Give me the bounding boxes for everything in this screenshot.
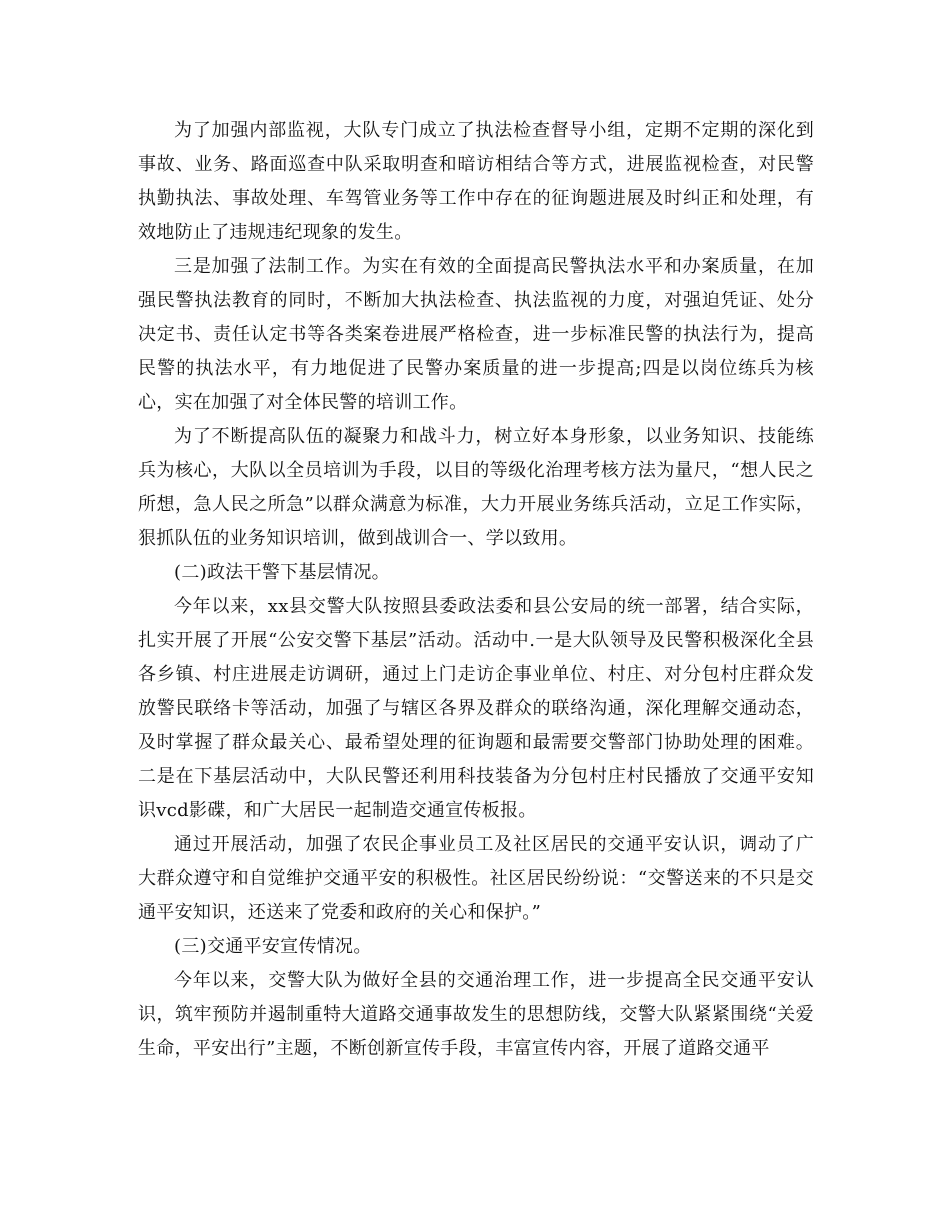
paragraph-training: 为了不断提高队伍的凝聚力和战斗力，树立好本身形象，以业务知识、技能练兵为核心，大队以全员培训为手段，以目的等级化治理考核方法为量尺，“想人民之所想，急人民之所急”以群众满意为标准，大力开展业务练兵活动，立足工作实际，狠抓队伍的业务知识培训，做到战训合一、学以致用。 [138,426,814,549]
document-body [138,114,814,1066]
paragraph-activity-results: 通过开展活动，加强了农民企事业员工及社区居民的交通平安认识，调动了广大群众遵守和自觉维护交通平安的积极性。社区居民纷纷说：“交警送来的不只是交通平安知识，还送来了党委和政府的关心和保护。” [138,834,814,923]
paragraph-grassroots-activity: 今年以来，xx县交警大队按照县委政法委和县公安局的统一部署，结合实际，扎实开展了开展“公安交警下基层”活动。活动中.一是大队领导及民警积极深化全县各乡镇、村庄进展走访调研，通过上门走访企事业单位、村庄、对分包村庄群众发放警民联络卡等活动，加强了与辖区各界及群众的联络沟通，深化理解交通动态，及时掌握了群众最关心、最希望处理的征询题和最需要交警部门协助处理的困难。二是在下基层活动中，大队民警还利用科技装备为分包村庄村民播放了交通平安知识vcd影碟，和广大居民一起制造交通宣传板报。 [138,596,814,821]
section-heading-grassroots: (二)政法干警下基层情况。 [174,562,390,583]
paragraph-legal-work: 三是加强了法制工作。为实在有效的全面提高民警执法水平和办案质量，在加强民警执法教育的同时，不断加大执法检查、执法监视的力度，对强迫凭证、处分决定书、责任认定书等各类案卷进展严格检查，进一步标准民警的执法行为，提高民警的执法水平，有力地促进了民警办案质量的进一步提高;四是以岗位练兵为核心，实在加强了对全体民警的培训工作。 [138,256,814,413]
paragraph-traffic-safety-publicity: 今年以来，交警大队为做好全县的交通治理工作，进一步提高全民交通平安认识，筑牢预防并遏制重特大道路交通事故发生的思想防线，交警大队紧紧围绕“关爱生命，平安出行”主题，不断创新宣传手段，丰富宣传内容，开展了道路交通平 [138,970,814,1059]
section-heading-traffic-safety: (三)交通平安宣传情况。 [174,936,372,957]
paragraph-internal-supervision: 为了加强内部监视，大队专门成立了执法检查督导小组，定期不定期的深化到事故、业务、路面巡查中队采取明查和暗访相结合等方式，进展监视检查，对民警执勤执法、事故处理、车驾管业务等工作中存在的征询题进展及时纠正和处理，有效地防止了违规违纪现象的发生。 [138,120,814,243]
